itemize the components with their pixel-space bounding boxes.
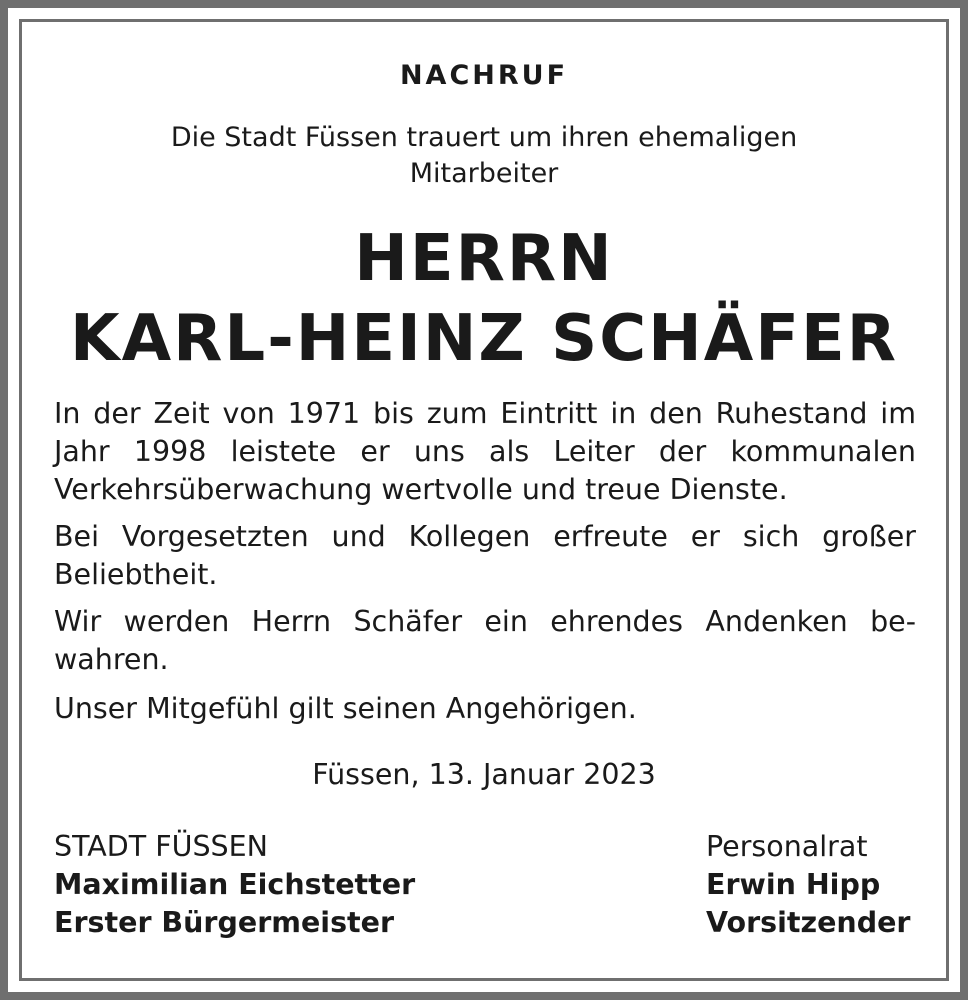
heading: NACHRUF [399,60,569,91]
paragraph-service: In der Zeit von 1971 bis zum Eintritt in den Ruhestand im Jahr 1998 leistete er uns als Leiter der kommunalen Verkehrsüberwachung wertvolle und treue Dienste. [54,397,916,506]
signature-council-org: Personalrat [706,830,868,863]
place-date: Füssen, 13. Januar 2023 [312,758,656,791]
paragraph-memory: Wir werden Herrn Schäfer ein ehrendes Andenken bewahren. [54,605,916,676]
name-line-2: KARL-HEINZ SCHÄFER [70,302,898,376]
signature-city-role: Erster Bürgermeister [54,906,395,939]
signature-city-name: Maximilian Eichstetter [54,868,416,901]
intro-line-2: Mitarbeiter [409,158,559,189]
name-line-1: HERRN [354,222,614,296]
signature-council [706,828,910,942]
signature-council-name: Erwin Hipp [706,868,881,901]
intro-text [0,120,968,192]
signature-city-org: STADT FÜSSEN [54,830,268,863]
intro-line-1: Die Stadt Füssen trauert um ihren ehemaligen [170,122,798,153]
paragraph-condolence: Unser Mitgefühl gilt seinen Angehörigen. [54,692,637,725]
paragraph-colleagues: Bei Vorgesetzten und Kollegen erfreute er sich großer Beliebtheit. [54,520,916,591]
signature-city [54,828,415,942]
signature-council-role: Vorsitzender [706,906,911,939]
